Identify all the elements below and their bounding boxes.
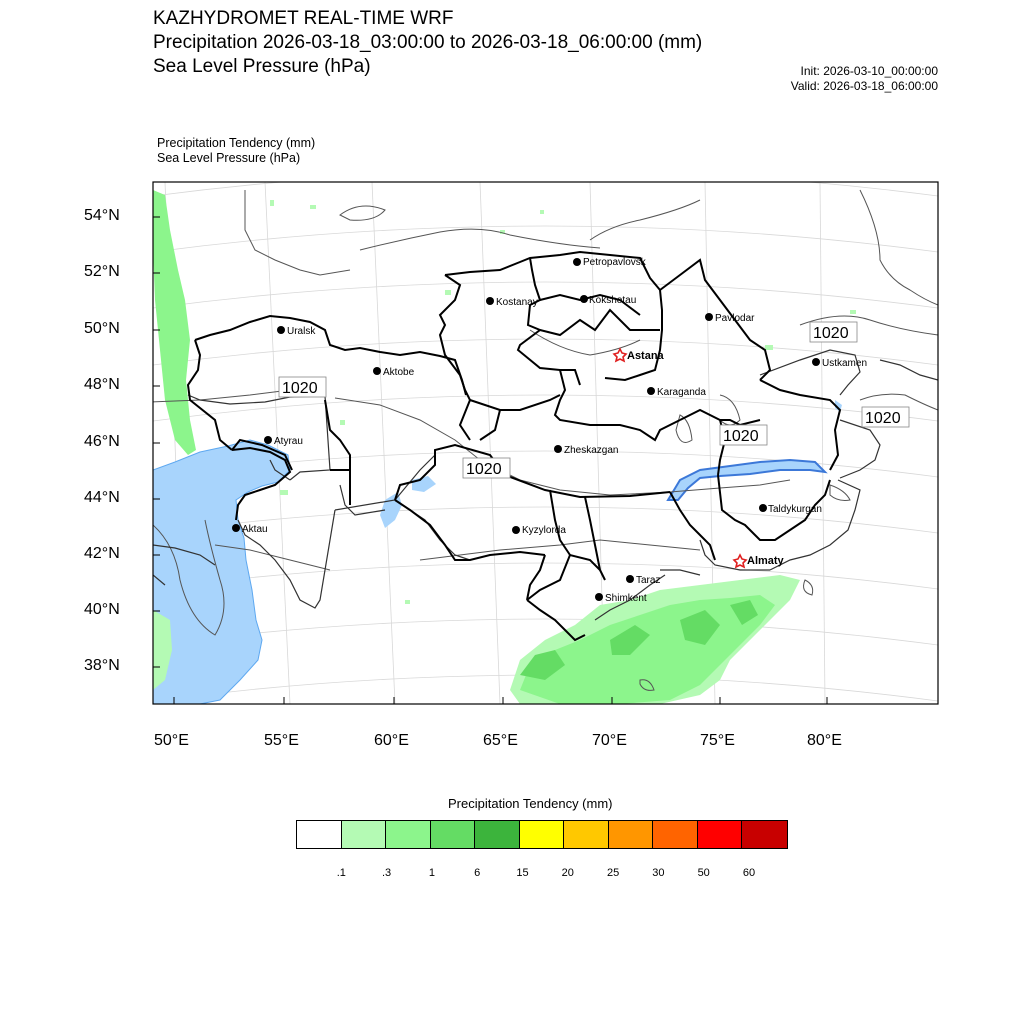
colorbar-title: Precipitation Tendency (mm) bbox=[448, 796, 613, 811]
city-label-atyrau: Atyrau bbox=[274, 436, 303, 447]
city-label-kyzylorda: Kyzylorda bbox=[522, 525, 566, 536]
city-label-kokshetau: Kokshetau bbox=[589, 295, 637, 306]
colorbar-swatch bbox=[653, 821, 698, 848]
isobar-label-1020: 1020 bbox=[723, 428, 759, 445]
map-frame bbox=[153, 182, 938, 704]
lon-label: 55°E bbox=[264, 732, 299, 749]
colorbar-label: 6 bbox=[474, 867, 481, 879]
lat-label: 40°N bbox=[84, 601, 120, 618]
country-borders bbox=[153, 350, 938, 620]
lat-label: 50°N bbox=[84, 320, 120, 337]
isobar-label-1020: 1020 bbox=[466, 461, 502, 478]
isobar-label-1020: 1020 bbox=[813, 325, 849, 342]
colorbar-label: 15 bbox=[516, 867, 529, 879]
lon-label: 75°E bbox=[700, 732, 735, 749]
colorbar-label: 50 bbox=[697, 867, 710, 879]
colorbar-swatch bbox=[342, 821, 387, 848]
colorbar-label: .3 bbox=[382, 867, 392, 879]
colorbar-label: 20 bbox=[561, 867, 574, 879]
city-label-astana: Astana bbox=[627, 350, 664, 362]
colorbar-swatch bbox=[698, 821, 743, 848]
city-label-zheskazgan: Zheskazgan bbox=[564, 445, 619, 456]
figure-title: KAZHYDROMET REAL-TIME WRF bbox=[153, 8, 454, 29]
lon-label: 60°E bbox=[374, 732, 409, 749]
city-label-aktobe: Aktobe bbox=[383, 367, 415, 378]
isobar-label-1020: 1020 bbox=[865, 410, 901, 427]
lon-label: 70°E bbox=[592, 732, 627, 749]
colorbar-swatch bbox=[520, 821, 565, 848]
colorbar-label: 25 bbox=[606, 867, 620, 879]
caspian-sea bbox=[153, 440, 290, 704]
city-label-almaty: Almaty bbox=[747, 555, 784, 567]
colorbar-swatch bbox=[297, 821, 342, 848]
lon-label: 65°E bbox=[483, 732, 518, 749]
colorbar-swatch bbox=[609, 821, 654, 848]
city-label-uralsk: Uralsk bbox=[287, 326, 316, 337]
colorbar-label: .1 bbox=[336, 867, 346, 879]
colorbar-label: 1 bbox=[428, 867, 435, 879]
lat-label: 42°N bbox=[84, 545, 120, 562]
colorbar-swatch bbox=[475, 821, 520, 848]
lon-label: 80°E bbox=[807, 732, 842, 749]
city-label-aktau: Aktau bbox=[242, 524, 268, 535]
lon-label: 50°E bbox=[154, 732, 189, 749]
city-label-taraz: Taraz bbox=[636, 575, 661, 586]
lat-label: 44°N bbox=[84, 489, 120, 506]
colorbar-swatch bbox=[564, 821, 609, 848]
capital-stars bbox=[614, 349, 746, 567]
precip-south bbox=[510, 575, 800, 704]
lat-label: 48°N bbox=[84, 376, 120, 393]
lat-label: 52°N bbox=[84, 263, 120, 280]
city-label-ustkamen: Ustkamen bbox=[822, 358, 868, 369]
plot-label-slp: Sea Level Pressure (hPa) bbox=[157, 151, 301, 165]
lat-label: 38°N bbox=[84, 657, 120, 674]
city-label-taldykurgan: Taldykurgan bbox=[768, 504, 822, 515]
init-time: Init: 2026-03-10_00:00:00 bbox=[800, 64, 938, 78]
colorbar-swatch bbox=[386, 821, 431, 848]
colorbar bbox=[296, 820, 788, 849]
lake-balkhash bbox=[668, 460, 825, 500]
isobar-label-1020: 1020 bbox=[282, 380, 318, 397]
figure-subtitle-slp: Sea Level Pressure (hPa) bbox=[153, 56, 371, 77]
colorbar-swatch bbox=[431, 821, 476, 848]
city-labels bbox=[242, 257, 867, 604]
city-label-karaganda: Karaganda bbox=[657, 387, 706, 398]
lat-label: 46°N bbox=[84, 433, 120, 450]
colorbar-swatch bbox=[742, 821, 787, 848]
city-label-shimkent: Shimkent bbox=[605, 593, 647, 604]
colorbar-label: 30 bbox=[652, 867, 665, 879]
plot-label-precip: Precipitation Tendency (mm) bbox=[157, 136, 316, 150]
colorbar-label: 60 bbox=[742, 867, 756, 879]
lat-label: 54°N bbox=[84, 207, 120, 224]
city-label-pavlodar: Pavlodar bbox=[715, 313, 755, 324]
city-label-petropavlovsk: Petropavlovsk bbox=[583, 257, 646, 268]
city-label-kostanay: Kostanay bbox=[496, 297, 538, 308]
valid-time: Valid: 2026-03-18_06:00:00 bbox=[790, 79, 938, 93]
figure-subtitle-precip: Precipitation 2026-03-18_03:00:00 to 2026-03-18_06:00:00 (mm) bbox=[153, 32, 703, 53]
